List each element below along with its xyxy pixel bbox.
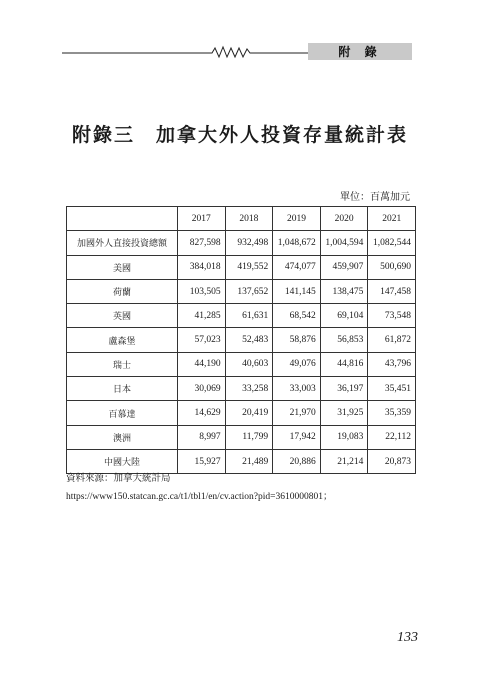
table-cell: 1,048,672 [273,231,321,255]
table-row [67,377,416,401]
table-cell: 61,631 [225,304,273,328]
column-header: 2019 [273,207,321,231]
table-cell: 31,925 [320,401,368,425]
table-cell: 20,419 [225,401,273,425]
table-row [67,425,416,449]
page-title: 附錄三 加拿大外人投資存量統計表 [71,124,408,146]
source-url: https://www150.statcan.gc.ca/t1/tbl1/en/cv.action?pid=3610000801； [66,492,333,502]
table-cell: 35,359 [368,401,416,425]
investment-table [66,206,416,474]
table-row [67,231,416,255]
table-cell: 474,077 [273,255,321,279]
row-label: 瑞士 [67,352,178,376]
row-label: 日本 [67,377,178,401]
row-label: 荷蘭 [67,279,178,303]
table-cell: 1,004,594 [320,231,368,255]
table-cell: 52,483 [225,328,273,352]
table-cell: 58,876 [273,328,321,352]
table-row [67,255,416,279]
column-header: 2020 [320,207,368,231]
table-cell: 22,112 [368,425,416,449]
table-row [67,328,416,352]
row-label: 中國大陸 [67,449,178,473]
table-cell: 459,907 [320,255,368,279]
table-cell: 138,475 [320,279,368,303]
row-label: 加國外人直接投資總額 [67,231,178,255]
row-label: 英國 [67,304,178,328]
table-cell: 8,997 [178,425,226,449]
table-cell: 20,873 [368,449,416,473]
table-row [67,304,416,328]
table-cell: 73,548 [368,304,416,328]
column-header [67,207,178,231]
table-cell: 137,652 [225,279,273,303]
table-cell: 19,083 [320,425,368,449]
table-cell: 21,970 [273,401,321,425]
table-cell: 44,190 [178,352,226,376]
column-header: 2018 [225,207,273,231]
table-cell: 15,927 [178,449,226,473]
table-cell: 500,690 [368,255,416,279]
section-tag: 附 錄 [308,43,412,60]
table-cell: 61,872 [368,328,416,352]
table-cell: 11,799 [225,425,273,449]
table-cell: 40,603 [225,352,273,376]
table-cell: 14,629 [178,401,226,425]
table-cell: 827,598 [178,231,226,255]
table-cell: 21,214 [320,449,368,473]
table-cell: 36,197 [320,377,368,401]
table-cell: 21,489 [225,449,273,473]
source-label: 資料來源：加拿大統計局 [66,473,171,484]
table-cell: 44,816 [320,352,368,376]
row-label: 美國 [67,255,178,279]
table-row [67,352,416,376]
page-number: 133 [397,630,418,645]
table-cell: 56,853 [320,328,368,352]
row-label: 百慕達 [67,401,178,425]
table-cell: 147,458 [368,279,416,303]
table-cell: 35,451 [368,377,416,401]
zigzag-line-icon [62,45,312,59]
table-cell: 30,069 [178,377,226,401]
column-header: 2017 [178,207,226,231]
table-cell: 419,552 [225,255,273,279]
table-cell: 17,942 [273,425,321,449]
row-label: 盧森堡 [67,328,178,352]
table-cell: 49,076 [273,352,321,376]
table-cell: 384,018 [178,255,226,279]
table-cell: 69,104 [320,304,368,328]
table-header-row [67,207,416,231]
unit-label: 單位：百萬加元 [340,192,410,203]
column-header: 2021 [368,207,416,231]
table-cell: 33,003 [273,377,321,401]
table-cell: 20,886 [273,449,321,473]
table-cell: 932,498 [225,231,273,255]
table-cell: 1,082,544 [368,231,416,255]
table-row [67,401,416,425]
table-cell: 57,023 [178,328,226,352]
table-cell: 33,258 [225,377,273,401]
table-cell: 68,542 [273,304,321,328]
row-label: 澳洲 [67,425,178,449]
table-row [67,279,416,303]
table-cell: 43,796 [368,352,416,376]
table-cell: 141,145 [273,279,321,303]
table-cell: 103,505 [178,279,226,303]
table-cell: 41,285 [178,304,226,328]
